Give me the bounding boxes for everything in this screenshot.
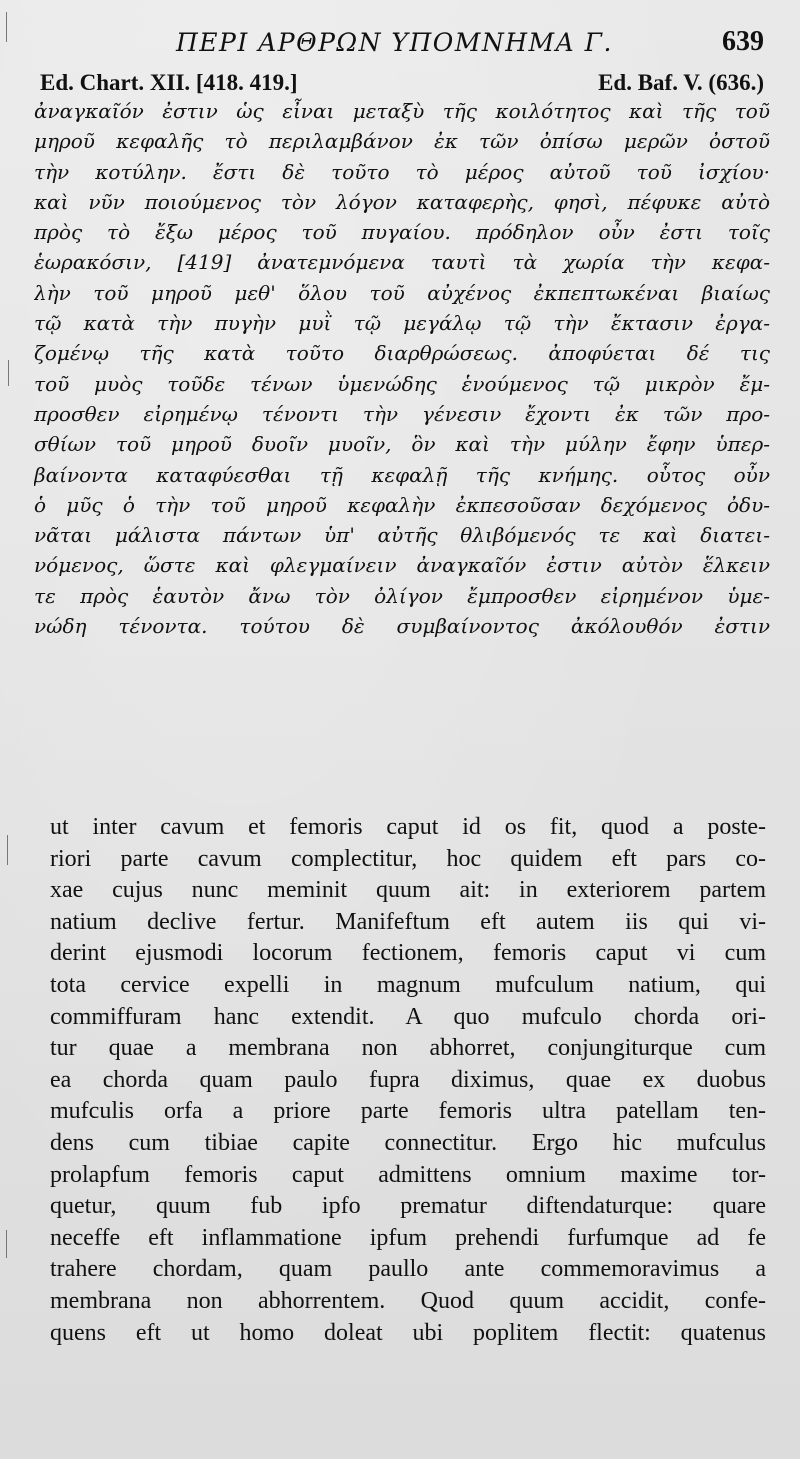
latin-text-line: natium declive fertur. Manifeftum eft autem iis qui vi- (50, 908, 766, 935)
greek-text-line: νώδη τένοντα. τούτου δὲ συμβαίνοντος ἀκόλουθόν ἐστιν (34, 614, 770, 639)
margin-mark (6, 1230, 7, 1258)
greek-text-line: τὴν κοτύλην. ἔστι δὲ τοῦτο τὸ μέρος αὐτοῦ τοῦ ἰσχίου· (34, 159, 770, 184)
greek-text-block (34, 96, 770, 641)
greek-text-line: νόμενος, ὥστε καὶ φλεγμαίνειν ἀναγκαῖόν ἐστιν αὐτὸν ἕλκειν (34, 553, 770, 578)
greek-text-line: βαίνοντα καταφύεσθαι τῇ κεφαλῇ τῆς κνήμης. οὗτος οὖν (34, 462, 770, 487)
running-header (40, 26, 764, 70)
latin-text-line: mufculis orfa a priore parte femoris ultra patellam ten- (50, 1098, 766, 1125)
edition-reference-line (40, 70, 764, 98)
greek-text-line: νᾶται μάλιστα πάντων ὑπ' αὐτῆς θλιβόμενός τε καὶ διατει- (34, 523, 770, 548)
greek-text-line: τῷ κατὰ τὴν πυγὴν μυῒ τῷ μεγάλῳ τῷ τὴν ἔκτασιν ἐργα- (34, 311, 770, 336)
latin-text-line: commiffuram hanc extendit. A quo mufculo chorda ori- (50, 1003, 766, 1030)
greek-text-line: σθίων τοῦ μηροῦ δυοῖν μυοῖν, ὃν καὶ τὴν μύλην ἔφην ὑπερ- (34, 432, 770, 457)
latin-text-line: quens eft ut homo doleat ubi poplitem flectit: quatenus (50, 1319, 766, 1346)
latin-text-line: membrana non abhorrentem. Quod quum accidit, confe- (50, 1287, 766, 1314)
margin-mark (7, 835, 8, 865)
latin-text-line: derint ejusmodi locorum fectionem, femoris caput vi cum (50, 940, 766, 967)
latin-text-line: trahere chordam, quam paullo ante commemoravimus a (50, 1256, 766, 1283)
latin-text-line: riori parte cavum complectitur, hoc quidem eft pars co- (50, 845, 766, 872)
edition-basel-ref: Ed. Baf. V. (636.) (598, 70, 764, 95)
greek-text-line: ἑωρακόσιν, [419] ἀνατεμνόμενα ταυτὶ τὰ χωρία τὴν κεφα- (34, 250, 770, 275)
latin-text-line: neceffe eft inflammatione ipfum prehendi furfumque ad fe (50, 1224, 766, 1251)
greek-text-line: μηροῦ κεφαλῆς τὸ περιλαμβάνον ἐκ τῶν ὀπίσω μερῶν ὀστοῦ (34, 129, 770, 154)
running-title: ΠΕΡΙ ΑΡΘΡΩΝ ΥΠΟΜΝΗΜΑ Γ. (176, 28, 613, 57)
edition-chartier-ref: Ed. Chart. XII. [418. 419.] (40, 70, 298, 95)
greek-text-line: ἀναγκαῖόν ἐστιν ὡς εἶναι μεταξὺ τῆς κοιλότητος καὶ τῆς τοῦ (34, 99, 770, 123)
latin-text-line: xae cujus nunc meminit quum ait: in exteriorem partem (50, 877, 766, 904)
greek-text-line: προσθεν εἰρημένῳ τένοντι τὴν γένεσιν ἔχοντι ἐκ τῶν προ- (34, 401, 770, 426)
latin-text-line: ut inter cavum et femoris caput id os fit, quod a poste- (50, 814, 766, 840)
greek-text-line: ζομένῳ τῆς κατὰ τοῦτο διαρθρώσεως. ἀποφύεται δέ τις (34, 341, 770, 366)
greek-text-line: λὴν τοῦ μηροῦ μεθ' ὅλου τοῦ αὐχένος ἐκπεπτωκέναι βιαίως (34, 280, 770, 305)
page-number: 639 (722, 26, 764, 57)
greek-text-line: τοῦ μυὸς τοῦδε τένων ὑμενώδης ἑνούμενος τῷ μικρὸν ἔμ- (34, 371, 770, 396)
latin-text-line: dens cum tibiae capite connectitur. Ergo hic mufculus (50, 1129, 766, 1156)
margin-mark (6, 12, 7, 42)
latin-text-line: ea chorda quam paulo fupra diximus, quae ex duobus (50, 1066, 766, 1093)
latin-text-line: prolapfum femoris caput admittens omnium maxime tor- (50, 1161, 766, 1188)
latin-text-block (50, 812, 766, 1349)
greek-text-line: ὁ μῦς ὁ τὴν τοῦ μηροῦ κεφαλὴν ἐκπεσοῦσαν δεχόμενος ὀδυ- (34, 492, 770, 517)
greek-text-line: καὶ νῦν ποιούμενος τὸν λόγον καταφερὴς, φησὶ, πέφυκε αὐτὸ (34, 189, 770, 214)
margin-mark (8, 360, 9, 386)
greek-text-line: τε πρὸς ἑαυτὸν ἄνω τὸν ὀλίγον ἔμπροσθεν εἰρημένον ὑμε- (34, 583, 770, 608)
latin-text-line: tur quae a membrana non abhorret, conjungiturque cum (50, 1035, 766, 1062)
greek-text-line: πρὸς τὸ ἔξω μέρος τοῦ πυγαίου. πρόδηλον οὖν ἐστι τοῖς (34, 220, 770, 245)
latin-text-line: tota cervice expelli in magnum mufculum natium, qui (50, 971, 766, 998)
latin-text-line: quetur, quum fub ipfo prematur diftendaturque: quare (50, 1193, 766, 1220)
